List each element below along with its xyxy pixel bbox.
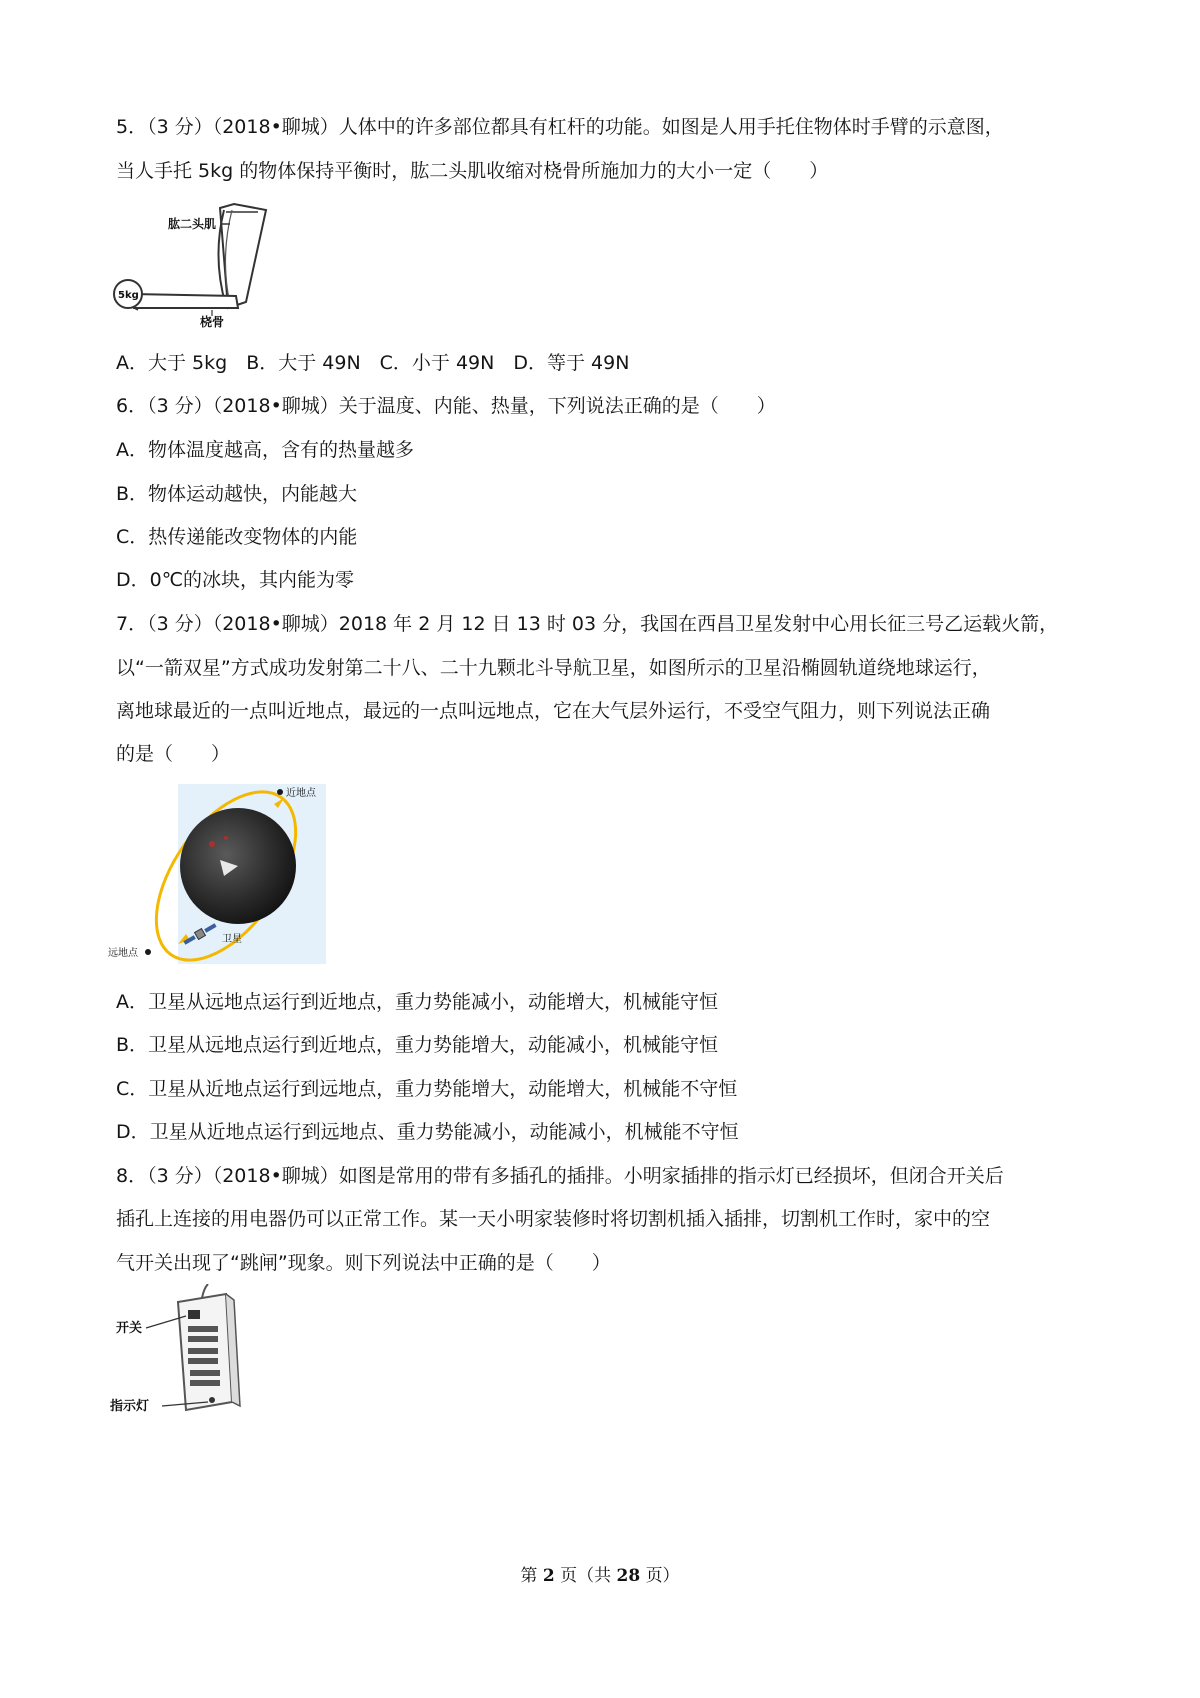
- q8-stem-line-2: 插孔上连接的用电器仍可以正常工作。某一天小明家装修时将切割机插入插排，切割机工作时，家中的空: [116, 1208, 991, 1230]
- footer-prefix: 第: [520, 1566, 538, 1586]
- q7-option-b: B．卫星从远地点运行到近地点，重力势能增大，动能减小，机械能守恒: [116, 1034, 719, 1056]
- biceps-label: 肱二头肌: [168, 217, 217, 231]
- q7-option-d: D．卫星从近地点运行到远地点、重力势能减小，动能减小，机械能不守恒: [116, 1121, 739, 1143]
- indicator-label: 指示灯: [110, 1399, 150, 1414]
- upper-arm-shape: [220, 204, 266, 308]
- q6-option-b: B．物体运动越快，内能越大: [116, 483, 358, 505]
- radius-label: 桡骨: [200, 315, 225, 329]
- q6-option-c: C．热传递能改变物体的内能: [116, 526, 358, 548]
- satellite-label: 卫星: [222, 934, 242, 945]
- switch-button: [188, 1310, 200, 1319]
- q5-stem-line-2: 当人手托 5kg 的物体保持平衡时，肱二头肌收缩对桡骨所施加力的大小一定（ ）: [116, 160, 829, 182]
- q5-options: A．大于 5kg B．大于 49N C．小于 49N D．等于 49N: [116, 352, 630, 374]
- arm-lever-figure: [108, 198, 288, 333]
- q7-stem-line-4: 的是（ ）: [116, 743, 231, 765]
- q5-stem-line-1: 5．（3 分）（2018•聊城）人体中的许多部位都具有杠杆的功能。如图是人用手托住物体时手臂的示意图，: [116, 116, 1004, 138]
- q8-stem-line-1: 8．（3 分）（2018•聊城）如图是常用的带有多插孔的插排。小明家插排的指示灯已经损坏，但闭合开关后: [116, 1165, 1004, 1187]
- q7-stem-line-1: 7．（3 分）（2018•聊城）2018 年 2 月 12 日 13 时 03 分，我国在西昌卫星发射中心用长征三号乙运载火箭，: [116, 613, 1059, 635]
- indicator-light: [209, 1397, 215, 1403]
- q6-option-d: D．0℃的冰块，其内能为零: [116, 569, 355, 591]
- weight-label: 5kg: [118, 290, 139, 301]
- q7-stem-line-3: 离地球最近的一点叫近地点，最远的一点叫远地点，它在大气层外运行，不受空气阻力，则下列说法正确: [116, 700, 991, 722]
- q7-stem-line-2: 以“一箭双星”方式成功发射第二十八、二十九颗北斗导航卫星，如图所示的卫星沿椭圆轨道绕地球运行，: [116, 657, 991, 679]
- forearm-shape: [132, 294, 238, 308]
- page-footer: [0, 1561, 1200, 1586]
- perigee-label: 近地点: [286, 788, 316, 799]
- switch-label: 开关: [116, 1321, 143, 1336]
- q8-stem-line-3: 气开关出现了“跳闸”现象。则下列说法中正确的是（ ）: [116, 1252, 611, 1274]
- footer-total-pages: 28: [616, 1566, 641, 1586]
- satellite-orbit-figure: [108, 784, 326, 964]
- q7-option-a: A．卫星从远地点运行到近地点，重力势能减小，动能增大，机械能守恒: [116, 991, 718, 1013]
- footer-middle: 页（共: [560, 1566, 612, 1586]
- q7-option-c: C．卫星从近地点运行到远地点，重力势能增大，动能增大，机械能不守恒: [116, 1078, 738, 1100]
- apogee-label: 远地点: [108, 948, 138, 959]
- footer-suffix: 页）: [645, 1566, 680, 1586]
- power-strip-figure: [108, 1284, 248, 1426]
- footer-page-number: 2: [542, 1566, 555, 1586]
- q6-option-a: A．物体温度越高，含有的热量越多: [116, 439, 414, 461]
- q6-stem: 6．（3 分）（2018•聊城）关于温度、内能、热量，下列说法正确的是（ ）: [116, 395, 776, 417]
